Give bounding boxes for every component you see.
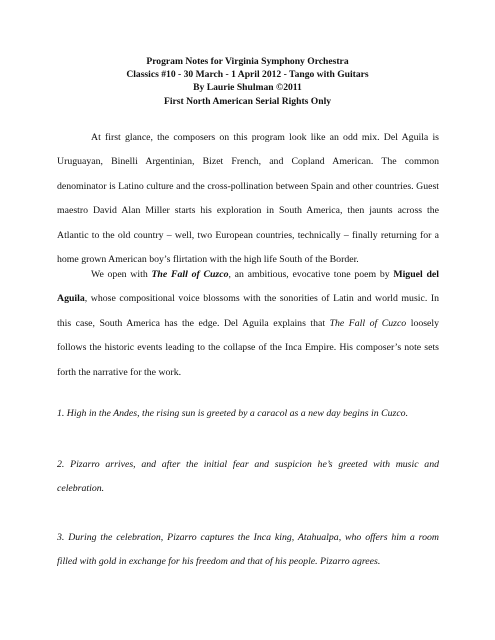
- paragraph-text: loosely follows the historic events leading to the collapse of the Inca Empire. His composer’s note sets forth the narrative for the work.: [57, 317, 440, 378]
- document-header: [0, 55, 495, 108]
- narrative-item-2: 2. Pizarro arrives, and after the initial fear and suspicion he’s greeted with music and celebration.: [57, 459, 439, 495]
- narrative-item-3: 3. During the celebration, Pizarro captures the Inca king, Atahualpa, who offers him a room filled with gold in exchange for his freedom and that of his people. Pizarro agrees.: [57, 532, 439, 568]
- work-title-italic: The Fall of Cuzco: [329, 317, 407, 329]
- work-title: The Fall of Cuzco: [151, 269, 229, 280]
- paragraph-text: We open with: [91, 269, 152, 280]
- paragraph-text: , whose compositional voice blossoms with the sonorities of Latin and world music. In this case, South America has the edge. Del Aguila explains that: [57, 293, 439, 329]
- paragraph-text: , an ambitious, evocative tone poem by: [228, 269, 394, 280]
- header-byline: By Laurie Shulman ©2011: [193, 82, 302, 94]
- header-concert-info: Classics #10 - 30 March - 1 April 2012 - Tango with Guitars: [126, 69, 369, 81]
- cuzco-paragraph: [57, 263, 439, 385]
- header-title: Program Notes for Virginia Symphony Orchestra: [146, 56, 349, 67]
- narrative-item-1: 1. High in the Andes, the rising sun is greeted by a caracol as a new day begins in Cuzco.: [57, 408, 409, 419]
- composer-name: Miguel del Aguila: [57, 269, 439, 305]
- intro-paragraph: At first glance, the composers on this program look like an odd mix. Del Aguila is Uruguayan, Binelli Argentinian, Bizet French, and Copland American. The common denominator is Latino culture and the cross-pollination between Spain and other countries. Guest maestro David Alan Miller starts his exploration in South America, then jaunts across the Atlantic to the old country – well, two European countries, technically – finally returning for a home grown American boy’s flirtation with the high life South of the Border.: [57, 132, 439, 266]
- header-rights: First North American Serial Rights Only: [163, 95, 332, 107]
